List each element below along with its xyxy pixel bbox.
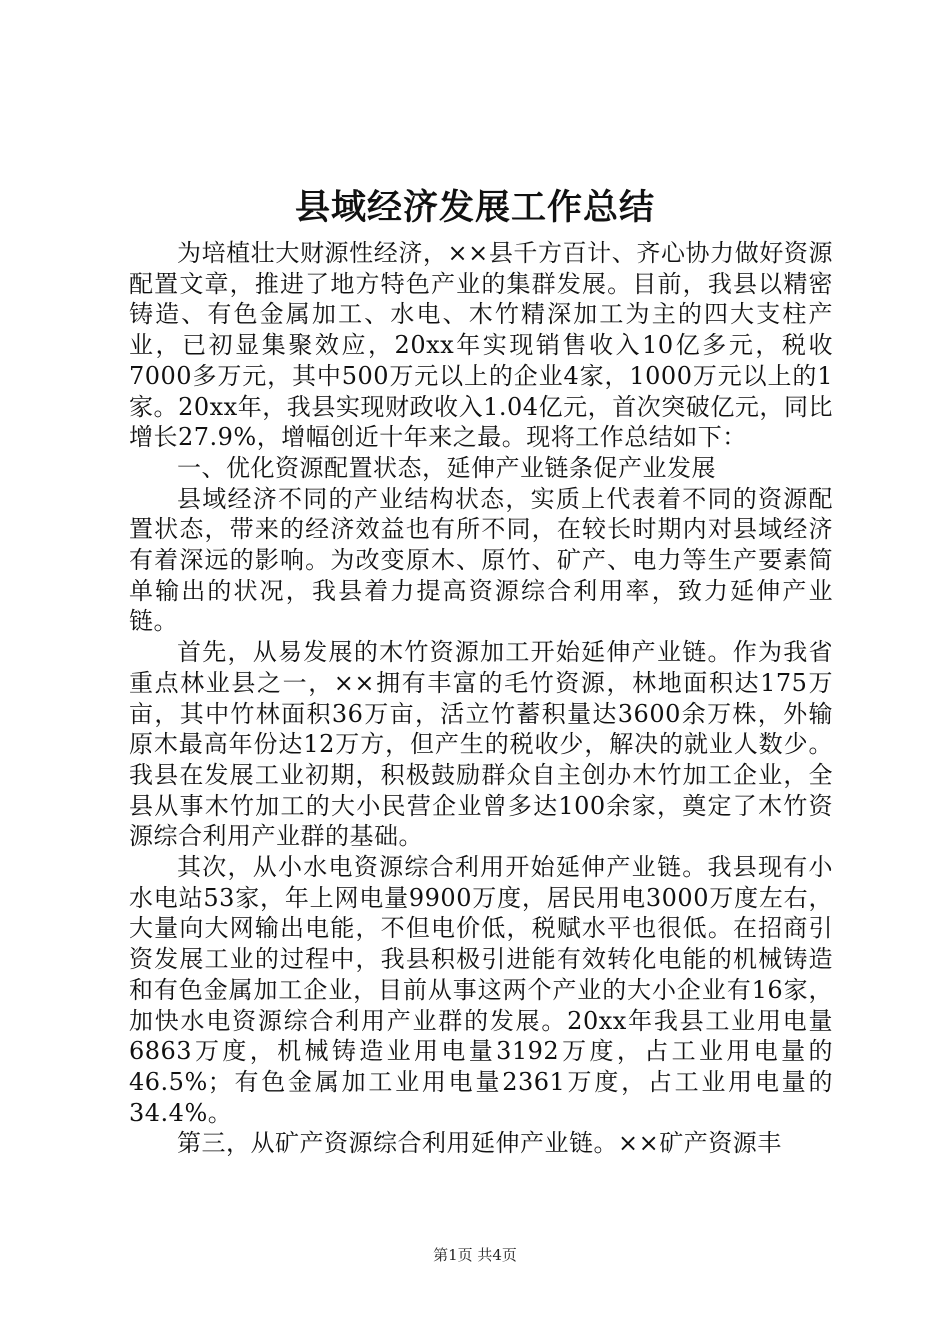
page-footer: 第1页 共4页: [433, 1246, 517, 1264]
body-paragraph: 县域经济不同的产业结构状态，实质上代表着不同的资源配置状态，带来的经济效益也有所不同，在较长时期内对县域经济有着深远的影响。为改变原木、原竹、矿产、电力等生产要素简单输出的状况，我县着力提高资源综合利用率，致力延伸产业链。: [129, 484, 833, 636]
intro-paragraph: 为培植壮大财源性经济，××县千方百计、齐心协力做好资源配置文章，推进了地方特色产业的集群发展。目前，我县以精密铸造、有色金属加工、水电、木竹精深加工为主的四大支柱产业，已初显集聚效应，20xx年实现销售收入10亿多元，税收7000多万元，其中500万元以上的企业4家，1000万元以上的1家。20xx年，我县实现财政收入1.04亿元，首次突破亿元，同比增长27.9%，增幅创近十年来之最。现将工作总结如下：: [129, 239, 833, 452]
body-paragraph: 首先，从易发展的木竹资源加工开始延伸产业链。作为我省重点林业县之一，××拥有丰富的毛竹资源，林地面积达175万亩，其中竹林面积36万亩，活立竹蓄积量达3600余万株，外输原木最高年份达12万方，但产生的税收少，解决的就业人数少。我县在发展工业初期，积极鼓励群众自主创办木竹加工企业，全县从事木竹加工的大小民营企业曾多达100余家，奠定了木竹资源综合利用产业群的基础。: [129, 638, 833, 851]
body-paragraph: 其次，从小水电资源综合利用开始延伸产业链。我县现有小水电站53家，年上网电量9900万度，居民用电3000万度左右，大量向大网输出电能，不但电价低，税赋水平也很低。在招商引资发展工业的过程中，我县积极引进能有效转化电能的机械铸造和有色金属加工企业，目前从事这两个产业的大小企业有16家，加快水电资源综合利用产业群的发展。20xx年我县工业用电量6863万度，机械铸造业用电量3192万度，占工业用电量的46.5%；有色金属加工业用电量2361万度，占工业用电量的34.4%。: [129, 853, 833, 1127]
document-title: 县域经济发展工作总结: [294, 187, 655, 228]
document-body: [129, 238, 833, 1159]
section-heading: 一、优化资源配置状态，延伸产业链条促产业发展: [177, 453, 716, 482]
body-paragraph: 第三，从矿产资源综合利用延伸产业链。××矿产资源丰: [177, 1129, 782, 1158]
